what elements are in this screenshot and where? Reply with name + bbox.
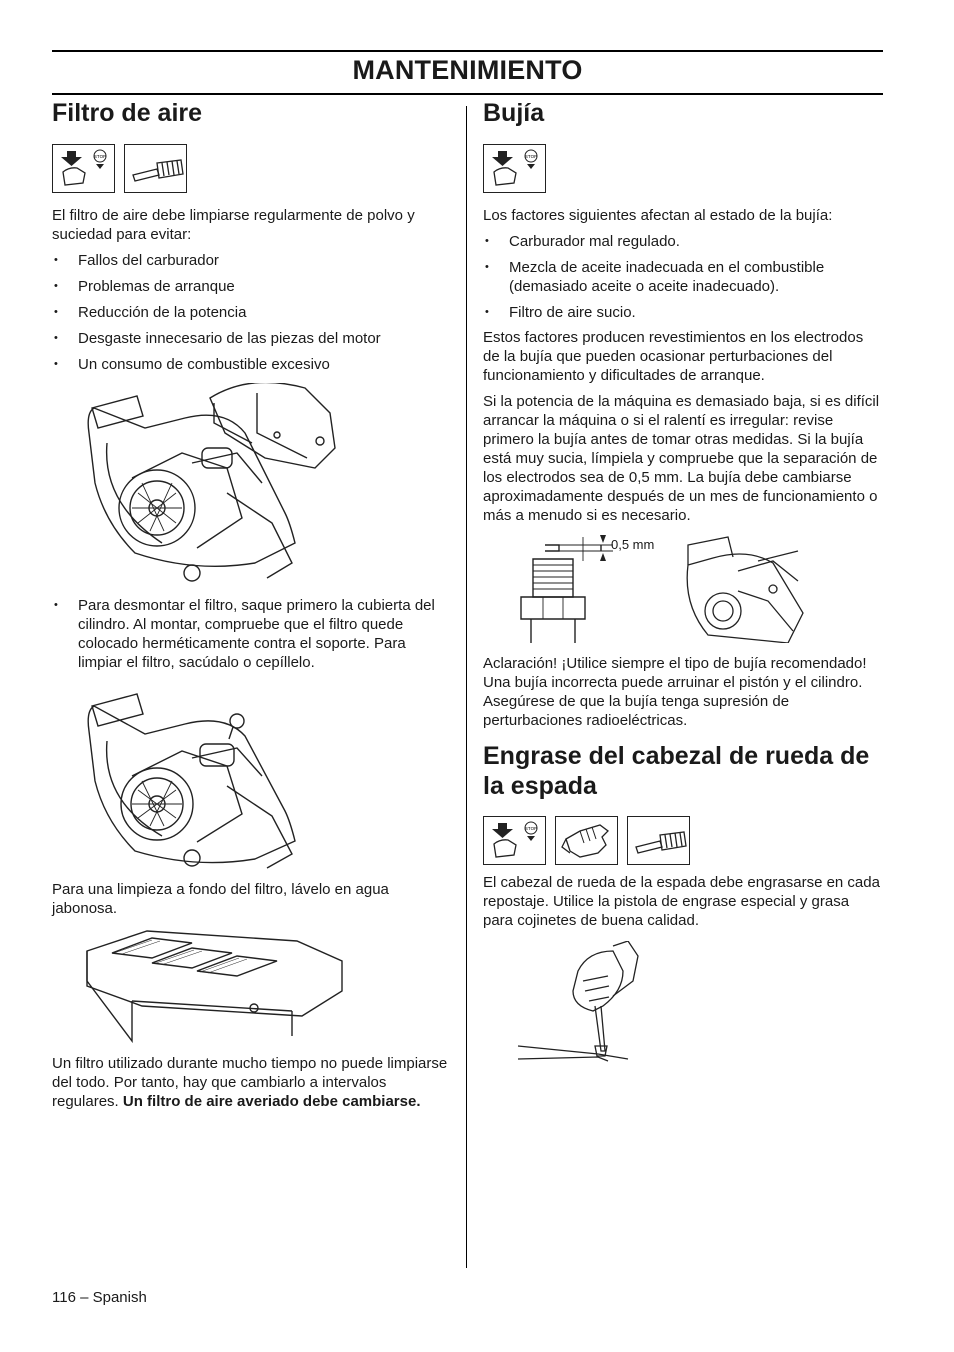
section-heading-air-filter: Filtro de aire bbox=[52, 99, 203, 127]
spark-plug-bullet-list bbox=[483, 232, 883, 322]
section-heading-spark-plug: Bujía bbox=[483, 99, 545, 127]
bar-tip-para: El cabezal de rueda de la espada debe engrasarse en cada repostaje. Utilice la pistola de engrase especial y grasa para cojinetes de buena calidad. bbox=[483, 874, 880, 929]
header-rule-top bbox=[52, 50, 883, 52]
page-footer: 116 – Spanish bbox=[52, 1289, 147, 1306]
list-item: • Para desmontar el filtro, saque primero la cubierta del cilindro. Al montar, compruebe que el filtro quede colocado herméticamente contra el soporte. Para limpiar el filtro, sacúdalo o cepíllelo. bbox=[52, 596, 452, 672]
air-filter-remove-list bbox=[52, 596, 452, 672]
stop-text: STOP bbox=[524, 154, 538, 159]
spark-plug-gap-illustration bbox=[483, 531, 883, 643]
brush-icon bbox=[124, 144, 187, 193]
list-item: • Problemas de arranque bbox=[52, 277, 452, 296]
air-filter-replace-warning: Un filtro de aire averiado debe cambiarse. bbox=[122, 1093, 421, 1110]
air-filter-element-illustration bbox=[52, 923, 452, 1045]
section-heading-bar-tip: Engrase del cabezal de rueda de la espada bbox=[483, 742, 870, 800]
bar-tip-greasing-illustration bbox=[483, 941, 883, 1071]
spark-plug-para-1: Estos factores producen revestimientos en los electrodos de la bujía que pueden ocasionar perturbaciones del funcionamiento y dificultades de arranque. bbox=[483, 329, 864, 384]
icon-row-air-filter bbox=[52, 144, 452, 193]
right-column bbox=[483, 98, 883, 1071]
air-filter-replace-text: Un filtro utilizado durante mucho tiempo no puede limpiarse del todo. Por tanto, hay que cambiarlo a intervalos regulares. bbox=[52, 1055, 448, 1110]
stop-text: STOP bbox=[524, 826, 538, 831]
icon-row-spark-plug bbox=[483, 144, 883, 193]
stop-engine-icon bbox=[483, 144, 546, 193]
air-filter-wash-para: Para una limpieza a fondo del filtro, lávelo en agua jabonosa. bbox=[52, 881, 389, 917]
stop-engine-icon bbox=[483, 816, 546, 865]
spark-plug-intro: Los factores siguientes afectan al estado de la bujía: bbox=[483, 207, 833, 224]
stop-text: STOP bbox=[93, 154, 107, 159]
list-item: • Carburador mal regulado. bbox=[483, 232, 883, 251]
air-filter-replace-para bbox=[52, 1054, 452, 1111]
list-item: • Desgaste innecesario de las piezas del motor bbox=[52, 329, 452, 348]
header-rule-bottom bbox=[52, 93, 883, 95]
spark-plug-note: Aclaración! ¡Utilice siempre el tipo de bujía recomendado! Una bujía incorrecta puede arruinar el pistón y el cilindro. Asegúrese de que la bujía tenga supresión de perturbaciones radioeléctricas. bbox=[483, 655, 867, 729]
left-column bbox=[52, 98, 452, 1111]
list-item: • Un consumo de combustible excesivo bbox=[52, 355, 452, 374]
icon-row-bar-tip bbox=[483, 816, 883, 865]
list-item: • Reducción de la potencia bbox=[52, 303, 452, 322]
list-item: • Mezcla de aceite inadecuada en el combustible (demasiado aceite o aceite inadecuado). bbox=[483, 258, 883, 296]
stop-engine-icon bbox=[52, 144, 115, 193]
spark-plug-para-2: Si la potencia de la máquina es demasiado baja, si es difícil arrancar la máquina o si el ralentí es irregular: revise primero la bujía antes de tomar otras medidas. Si la bujía está muy sucia, límpiela y compruebe que la separación de los electrodos sea de 0,5 mm. La bujía debe cambiarse aproximadamente después de un mes de funcionamiento o más a menudo si es necesario. bbox=[483, 393, 880, 524]
chainsaw-filter-removal-illustration bbox=[52, 686, 452, 871]
air-filter-bullet-list bbox=[52, 251, 452, 374]
glove-icon bbox=[555, 816, 618, 865]
chainsaw-cover-removed-illustration bbox=[52, 383, 452, 588]
list-item: • Filtro de aire sucio. bbox=[483, 303, 883, 322]
brush-icon bbox=[627, 816, 690, 865]
column-divider bbox=[466, 106, 467, 1268]
list-item: • Fallos del carburador bbox=[52, 251, 452, 270]
gap-measurement-label: 0,5 mm bbox=[611, 537, 655, 552]
air-filter-intro: El filtro de aire debe limpiarse regularmente de polvo y suciedad para evitar: bbox=[52, 207, 415, 243]
page-title: MANTENIMIENTO bbox=[352, 55, 583, 85]
